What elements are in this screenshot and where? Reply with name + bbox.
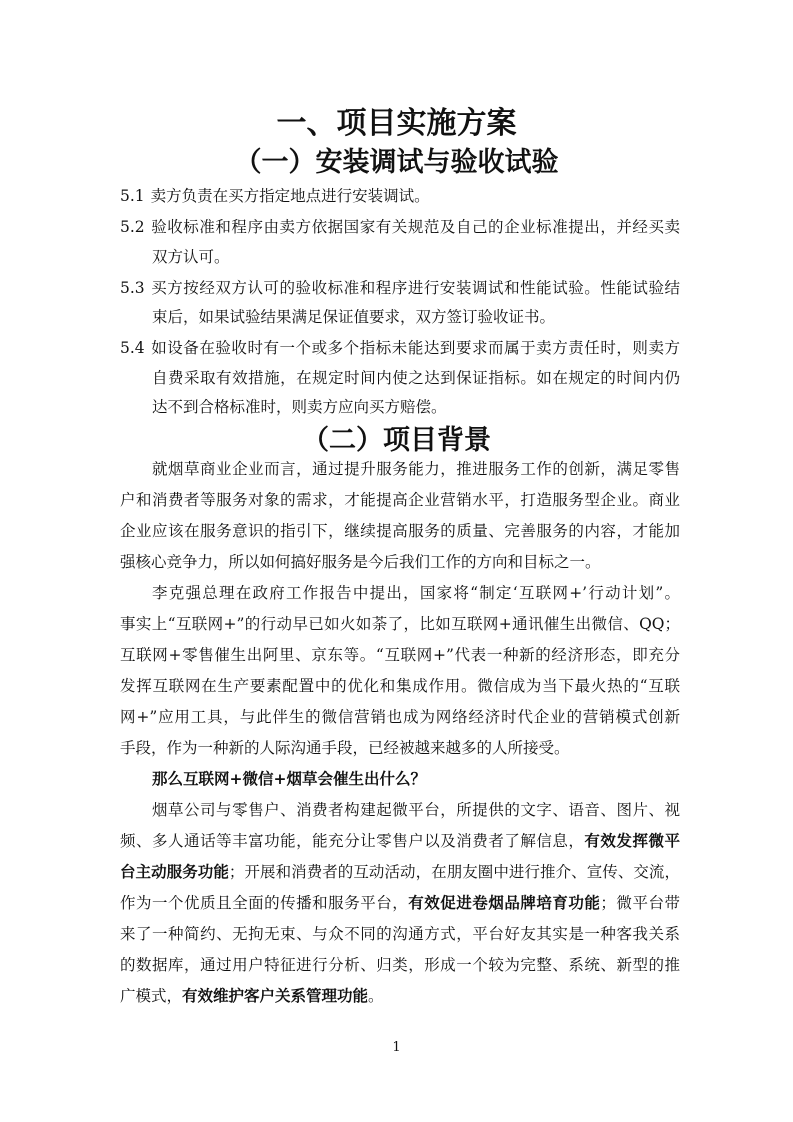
bold-text: 有效促进卷烟品牌培育功能 xyxy=(408,894,601,912)
clause-line xyxy=(120,274,680,304)
document-title: 一、项目实施方案 xyxy=(276,106,517,141)
paragraph-line xyxy=(120,857,680,888)
text: 。 xyxy=(368,987,384,1005)
text: ；微平台带 xyxy=(600,894,680,912)
background-body xyxy=(120,454,680,1012)
text: 互联网+零售催生出阿里、京东等。“互联网+”代表一种新的经济形态，即充分 xyxy=(120,646,680,664)
clause-number: 5.4 xyxy=(120,339,145,357)
clause-item xyxy=(120,213,680,272)
paragraph xyxy=(120,764,680,795)
bold-text: 那么互联网+微信+烟草会催生出什么？ xyxy=(152,770,426,788)
text: 的数据库，通过用户特征进行分析、归类，形成一个较为完整、系统、新型的推 xyxy=(120,956,680,974)
paragraph xyxy=(120,578,680,764)
clause-line xyxy=(120,364,680,394)
text: 烟草公司与零售户、消费者构建起微平台，所提供的文字、语音、图片、视 xyxy=(152,801,680,819)
clause-item xyxy=(120,182,680,212)
text: 发挥互联网在生产要素配置中的优化和集成作用。微信成为当下最火热的“互联 xyxy=(120,677,680,695)
text: 就烟草商业企业而言，通过提升服务能力，推进服务工作的创新，满足零售 xyxy=(152,460,680,478)
text: 李克强总理在政府工作报告中提出，国家将“制定‘互联网+’行动计划”。 xyxy=(152,584,680,602)
section-heading-background: （二）项目背景 xyxy=(302,425,491,456)
paragraph-line xyxy=(120,888,680,919)
paragraph-line xyxy=(120,733,680,764)
paragraph-line xyxy=(120,485,680,516)
text: 频、多人通话等丰富功能，能充分让零售户以及消费者了解信息， xyxy=(120,832,585,850)
paragraph-line xyxy=(120,950,680,981)
section-heading-installation: （一）安装调试与验收试验 xyxy=(234,147,559,178)
text: 企业应该在服务意识的指引下，继续提高服务的质量、完善服务的内容，才能加 xyxy=(120,522,680,540)
paragraph-line xyxy=(120,795,680,826)
paragraph-line xyxy=(120,764,680,795)
paragraph-line xyxy=(120,702,680,733)
clause-line xyxy=(120,243,680,273)
bold-text: 有效维护客户关系管理功能 xyxy=(182,987,369,1005)
bold-text: 有效发挥微平 xyxy=(584,832,680,850)
clause-line xyxy=(120,182,680,212)
clause-text: 买方按经双方认可的验收标准和程序进行安装调试和性能试验。性能试验结 xyxy=(150,278,680,297)
clause-number: 5.3 xyxy=(120,278,145,297)
clause-line xyxy=(120,303,680,333)
clause-number: 5.2 xyxy=(120,218,145,236)
text: 强核心竞争力，所以如何搞好服务是今后我们工作的方向和目标之一。 xyxy=(120,553,601,571)
paragraph-line xyxy=(120,516,680,547)
clause-text: 束后，如果试验结果满足保证值要求，双方签订验收证书。 xyxy=(152,308,556,326)
clause-item xyxy=(120,274,680,333)
paragraph-line xyxy=(120,671,680,702)
clause-text: 达不到合格标准时，则卖方应向买方赔偿。 xyxy=(152,398,447,416)
text: 户和消费者等服务对象的需求，才能提高企业营销水平，打造服务型企业。商业 xyxy=(120,491,680,509)
text: 手段，作为一种新的人际沟通手段，已经被越来越多的人所接受。 xyxy=(120,739,570,757)
text: 广模式， xyxy=(120,987,183,1005)
text: 网+”应用工具，与此伴生的微信营销也成为网络经济时代企业的营销模式创新 xyxy=(120,708,680,726)
clause-number: 5.1 xyxy=(120,187,145,205)
installation-items xyxy=(120,182,680,424)
bold-text: 台主动服务功能 xyxy=(120,863,229,881)
paragraph-line xyxy=(120,919,680,950)
paragraph xyxy=(120,795,680,1012)
paragraph-line xyxy=(120,547,680,578)
paragraph-line xyxy=(120,609,680,640)
paragraph-line xyxy=(120,578,680,609)
paragraph-line xyxy=(120,826,680,857)
clause-text: 如设备在验收时有一个或多个指标未能达到要求而属于卖方责任时，则卖方 xyxy=(150,339,680,357)
clause-text: 卖方负责在买方指定地点进行安装调试。 xyxy=(150,187,430,205)
clause-item xyxy=(120,334,680,423)
text: 作为一个优质且全面的传播和服务平台， xyxy=(120,894,409,912)
paragraph-line xyxy=(120,981,680,1012)
clause-text: 验收标准和程序由卖方依据国家有关规范及自己的企业标准提出，并经买卖 xyxy=(150,218,680,236)
clause-text: 自费采取有效措施，在规定时间内使之达到保证指标。如在规定的时间内仍 xyxy=(152,368,680,387)
clause-text: 双方认可。 xyxy=(152,247,230,266)
text: 来了一种简约、无拘无束、与众不同的沟通方式，平台好友其实是一种客我关系 xyxy=(120,925,680,943)
paragraph xyxy=(120,454,680,578)
clause-line xyxy=(120,213,680,243)
paragraph-line xyxy=(120,640,680,671)
paragraph-line xyxy=(120,454,680,485)
text: ；开展和消费者的互动活动，在朋友圈中进行推介、宣传、交流， xyxy=(228,863,680,881)
page-number: 1 xyxy=(392,1040,401,1055)
clause-line xyxy=(120,334,680,364)
text: 事实上“互联网+”的行动早已如火如荼了，比如互联网+通讯催生出微信、QQ； xyxy=(120,615,680,633)
